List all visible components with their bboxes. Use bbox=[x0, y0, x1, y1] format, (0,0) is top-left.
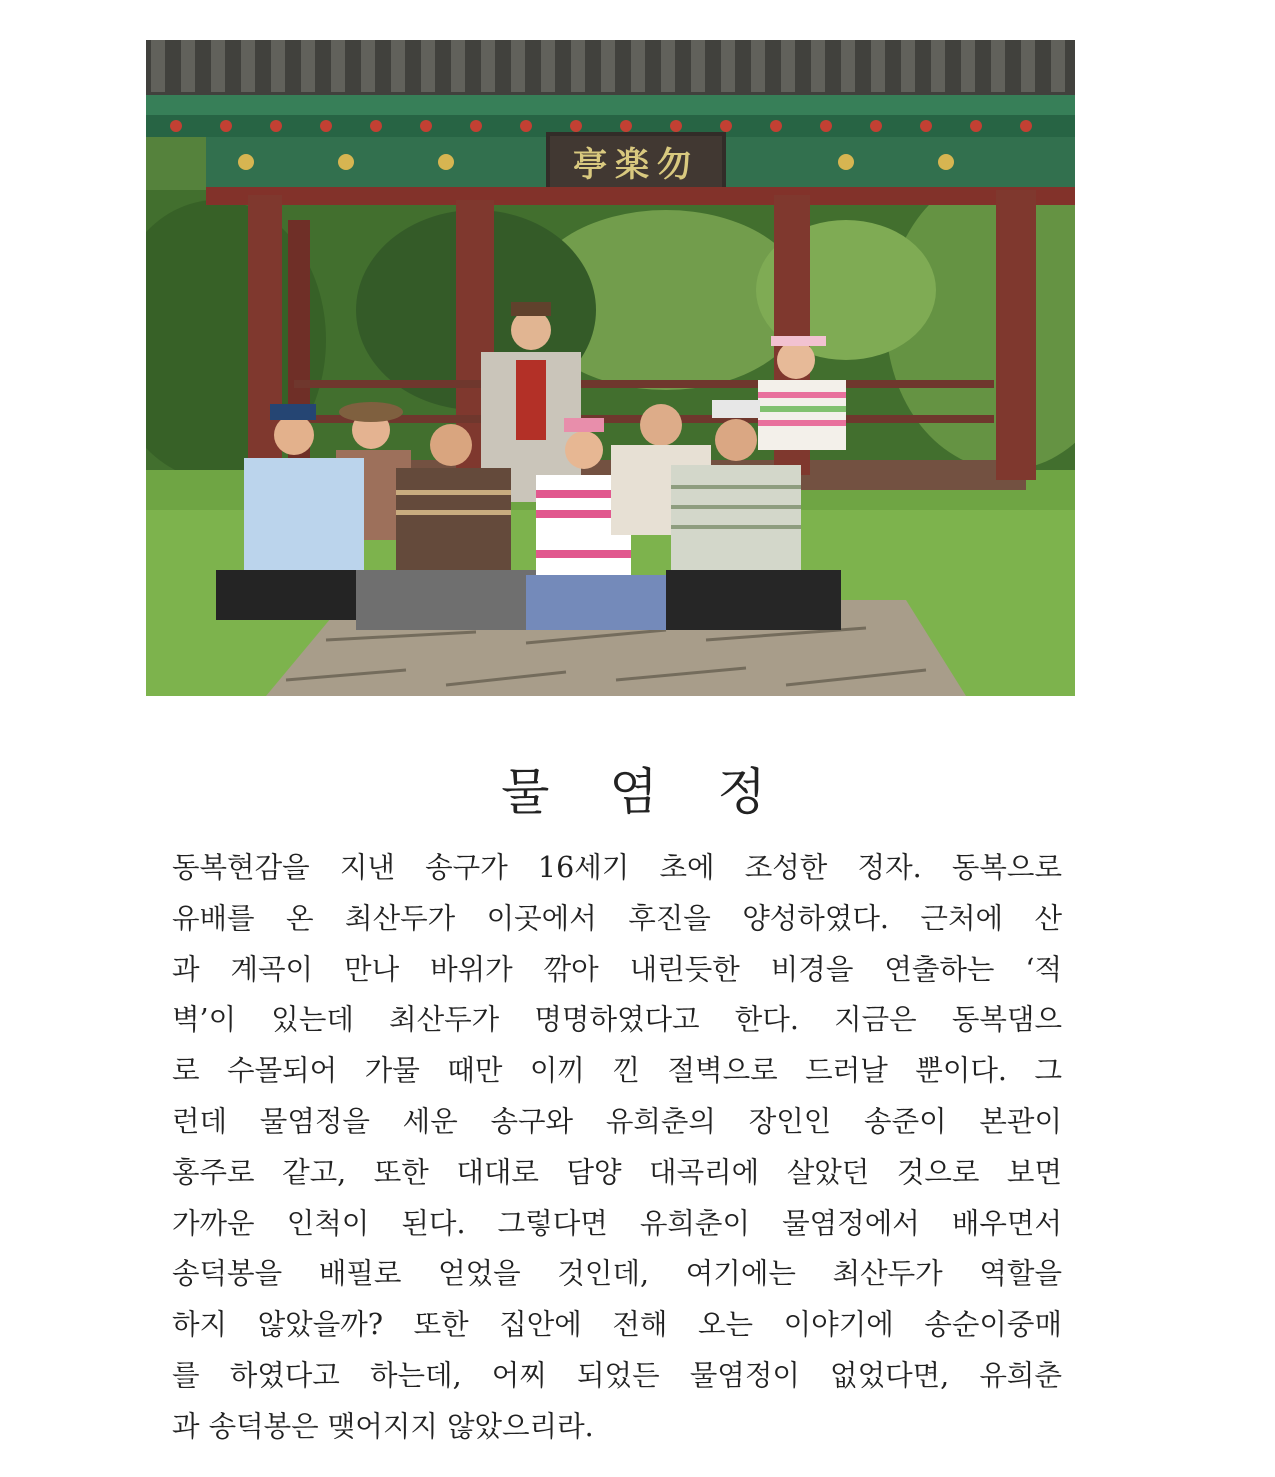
shirt-print-text-1: LIBERATE bbox=[559, 523, 607, 533]
body-line-12: 과 송덕봉은 맺어지지 않았으리라. bbox=[172, 1409, 594, 1443]
shirt-print-text-2: CLUB MIX bbox=[558, 536, 608, 546]
body-line-6: 런데 물염정을 세운 송구와 유희춘의 장인인 송준이 본관이 bbox=[172, 1104, 1062, 1138]
body-line-10: 하지 않았을까? 또한 집안에 전해 오는 이야기에 송순이중매 bbox=[172, 1308, 1062, 1342]
body-line-5: 로 수몰되어 가물 때만 이끼 낀 절벽으로 드러날 뿐이다. 그 bbox=[172, 1054, 1062, 1088]
article-body bbox=[172, 843, 1062, 1453]
pavilion-group-photo bbox=[146, 40, 1075, 696]
body-line-8: 가까운 인척이 된다. 그렇다면 유희춘이 물염정에서 배우면서 bbox=[172, 1206, 1062, 1240]
body-line-9: 송덕봉을 배필로 얻었을 것인데, 여기에는 최산두가 역할을 bbox=[172, 1257, 1062, 1291]
article-title: 물 염 정 bbox=[501, 763, 788, 821]
body-line-11: 를 하였다고 하는데, 어찌 되었든 물염정이 없었다면, 유희춘 bbox=[172, 1358, 1062, 1392]
body-line-2: 유배를 온 최산두가 이곳에서 후진을 양성하였다. 근처에 산 bbox=[172, 901, 1062, 935]
body-line-7: 홍주로 같고, 또한 대대로 담양 대곡리에 살았던 것으로 보면 bbox=[172, 1155, 1062, 1189]
body-line-1: 동복현감을 지낸 송구가 16세기 초에 조성한 정자. 동복으로 bbox=[172, 851, 1062, 884]
body-line-4: 벽’이 있는데 최산두가 명명하였다고 한다. 지금은 동복댐으 bbox=[172, 1003, 1062, 1037]
pavilion-signboard-text: 亭楽勿 bbox=[573, 145, 699, 185]
body-line-3: 과 계곡이 만나 바위가 깎아 내린듯한 비경을 연출하는 ‘적 bbox=[172, 952, 1062, 986]
